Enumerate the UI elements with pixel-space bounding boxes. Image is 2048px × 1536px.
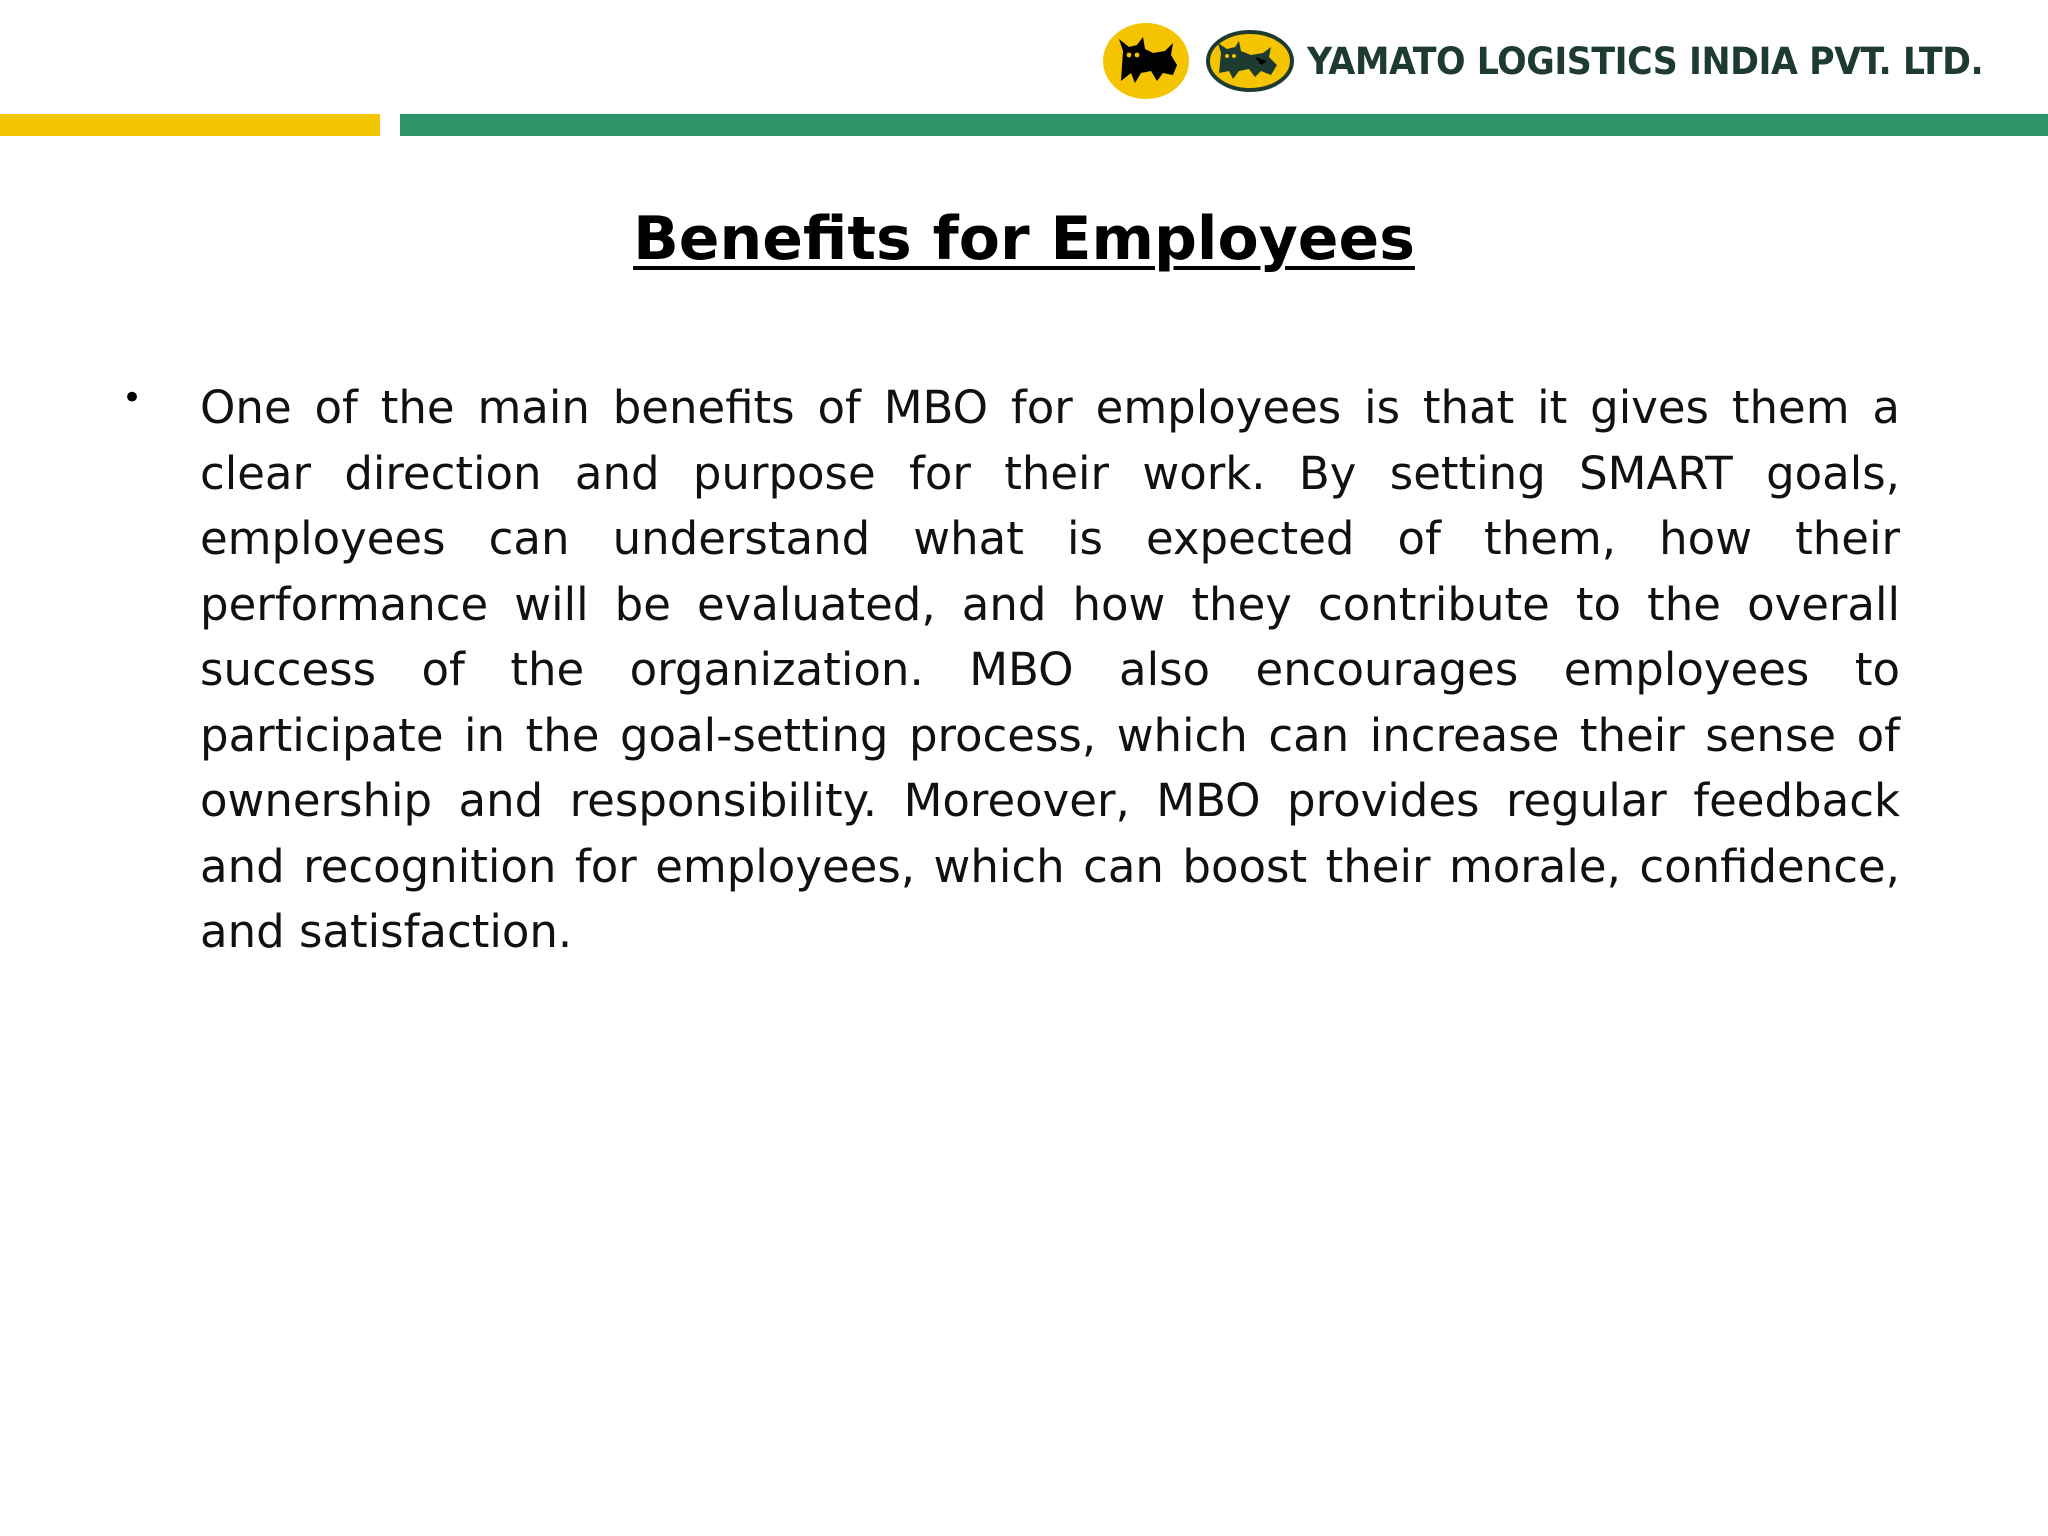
slide-title: Benefits for Employees bbox=[633, 204, 1415, 274]
accent-stripe-green bbox=[400, 114, 2048, 136]
black-cat-oval-emblem-icon bbox=[1205, 29, 1295, 93]
black-cat-round-emblem-icon bbox=[1101, 21, 1191, 101]
bullet-list bbox=[122, 375, 1922, 965]
company-logo bbox=[1101, 20, 2026, 102]
slide-header bbox=[0, 0, 2048, 140]
bullet-point-icon: • bbox=[122, 378, 143, 418]
bullet-text: One of the main benefits of MBO for employees is that it gives them a clear direction and purpose for their work. By setting SMART goals, employees can understand what is expected of them, how their performance will be evaluated, and how they contribute to the overall success of the organization. MBO also encourages employees to participate in the goal-setting process, which can increase their sense of ownership and responsibility. Moreover, MBO provides regular feedback and recognition for employees, which can boost their morale, confidence, and satisfaction. bbox=[200, 381, 1900, 958]
accent-stripe-yellow bbox=[0, 114, 380, 136]
bullet-item bbox=[122, 375, 1922, 965]
company-name: YAMATO LOGISTICS INDIA PVT. LTD. bbox=[1306, 39, 1983, 83]
